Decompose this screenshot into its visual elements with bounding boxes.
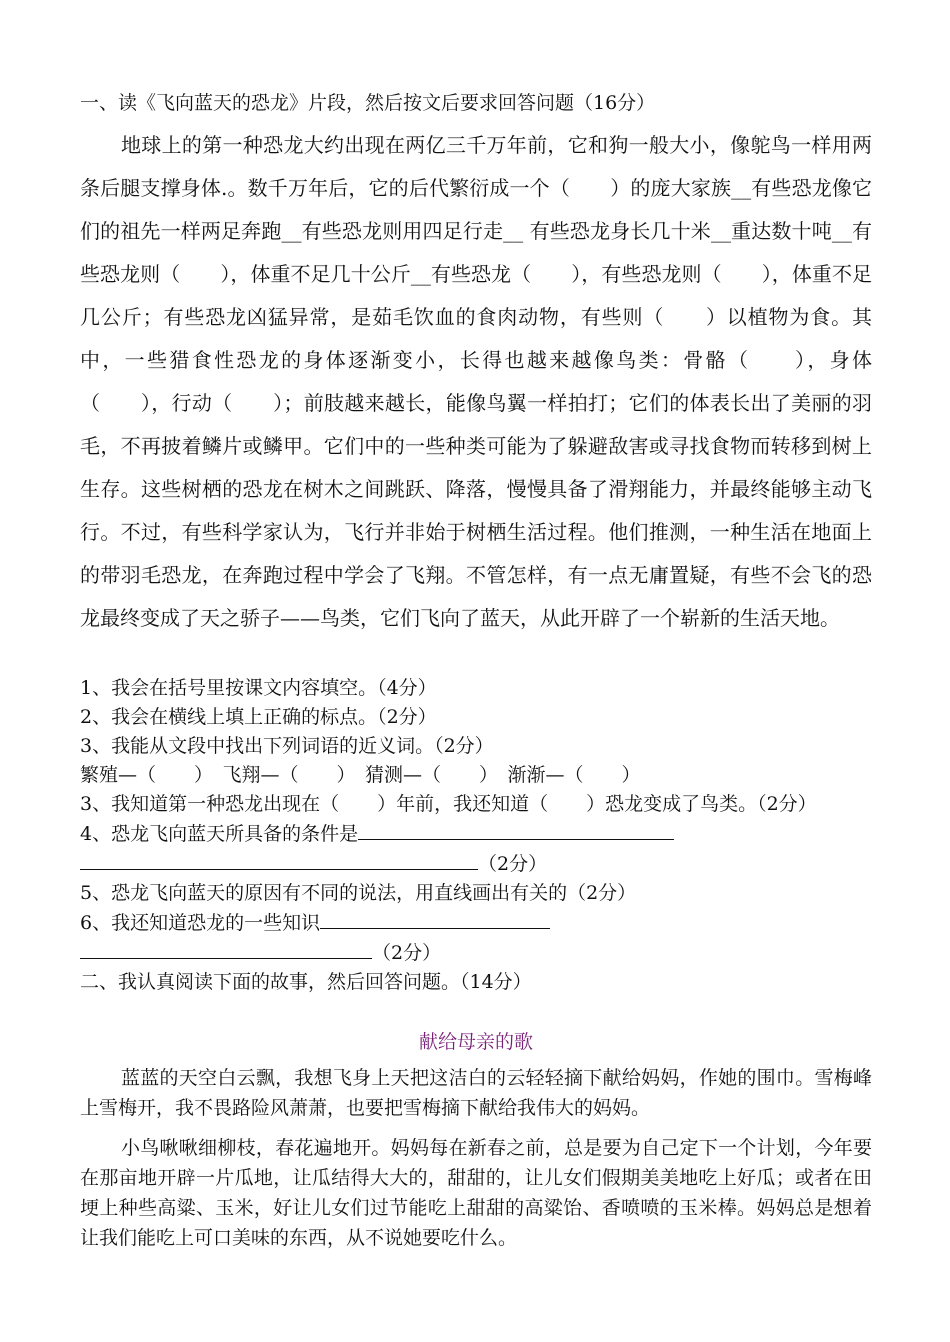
section2-heading: 二、我认真阅读下面的故事，然后回答问题。（14分）: [80, 971, 532, 993]
section1-heading: 一、读《飞向蓝天的恐龙》片段，然后按文后要求回答问题（16分）: [80, 92, 656, 114]
story-paragraph: 蓝蓝的天空白云飘，我想飞身上天把这洁白的云轻轻摘下献给妈妈，作她的围巾。雪梅峰上雪梅开，我不畏路险风萧萧，也要把雪梅摘下献给我伟大的妈妈。: [80, 1067, 872, 1119]
question-2: 2、我会在横线上填上正确的标点。（2分）: [80, 706, 437, 728]
question-4-continuation: [80, 849, 872, 879]
synonym-blanks: 繁殖—（ ） 飞翔—（ ） 猜测—（ ） 渐渐—（ ）: [80, 764, 641, 786]
worksheet-page: [80, 86, 872, 1263]
answer-line: [358, 819, 674, 840]
question-3: 3、我能从文段中找出下列词语的近义词。（2分）: [80, 735, 494, 757]
story-paragraph: 小鸟啾啾细柳枝，春花遍地开。妈妈每在新春之前，总是要为自己定下一个计划，今年要在那亩地开辟一片瓜地，让瓜结得大大的，甜甜的，让儿女们假期美美地吃上好瓜；或者在田埂上种些高粱、玉米，好让儿女们过节能吃上甜甜的高粱饴、香喷喷的玉米棒。妈妈总是想着让我们能吃上可口美味的东西，从不说她要吃什么。: [80, 1137, 872, 1249]
answer-line: [80, 849, 478, 870]
question-4-text: 4、恐龙飞向蓝天所具备的条件是: [80, 823, 359, 845]
question-3b: 3、我知道第一种恐龙出现在（ ）年前，我还知道（ ）恐龙变成了鸟类。（2分）: [80, 793, 817, 815]
story-title: 献给母亲的歌: [418, 1031, 533, 1053]
answer-line: [80, 938, 372, 959]
question-1: 1、我会在括号里按课文内容填空。（4分）: [80, 677, 437, 699]
answer-line: [320, 908, 550, 929]
question-6-text: 6、我还知道恐龙的一些知识: [80, 912, 321, 934]
question-list: [80, 674, 872, 997]
question-6-continuation: [80, 938, 872, 968]
question-6-score: （2分）: [372, 942, 442, 964]
question-6: [80, 908, 872, 938]
question-4-score: （2分）: [478, 853, 548, 875]
question-4: [80, 819, 872, 849]
question-5: 5、恐龙飞向蓝天的原因有不同的说法，用直线画出有关的（2分）: [80, 882, 637, 904]
dinosaur-passage: 地球上的第一种恐龙大约出现在两亿三千万年前，它和狗一般大小，像鸵鸟一样用两条后腿支撑身体.。数千万年后，它的后代繁衍成一个（ ）的庞大家族__有些恐龙像它们的祖先一样两足奔跑__有些恐龙则用四足行走__ 有些恐龙身长几十米__重达数十吨__有些恐龙则（ ），体重不足几十公斤__有些恐龙（ ），有些恐龙则（ ），体重不足几公斤；有些恐龙凶猛异常，是茹毛饮血的食肉动物，有些则（ ）以植物为食。其中，一些猎食性恐龙的身体逐渐变小，长得也越来越像鸟类：骨骼（ ），身体（ ），行动（ ）；前肢越来越长，能像鸟翼一样拍打；它们的体表长出了美丽的羽毛，不再披着鳞片或鳞甲。它们中的一些种类可能为了躲避敌害或寻找食物而转移到树上生存。这些树栖的恐龙在树木之间跳跃、降落，慢慢具备了滑翔能力，并最终能够主动飞行。不过，有些科学家认为，飞行并非始于树栖生活过程。他们推测，一种生活在地面上的带羽毛恐龙，在奔跑过程中学会了飞翔。不管怎样，有一点无庸置疑，有些不会飞的恐龙最终变成了天之骄子——鸟类，它们飞向了蓝天，从此开辟了一个崭新的生活天地。: [80, 133, 872, 630]
